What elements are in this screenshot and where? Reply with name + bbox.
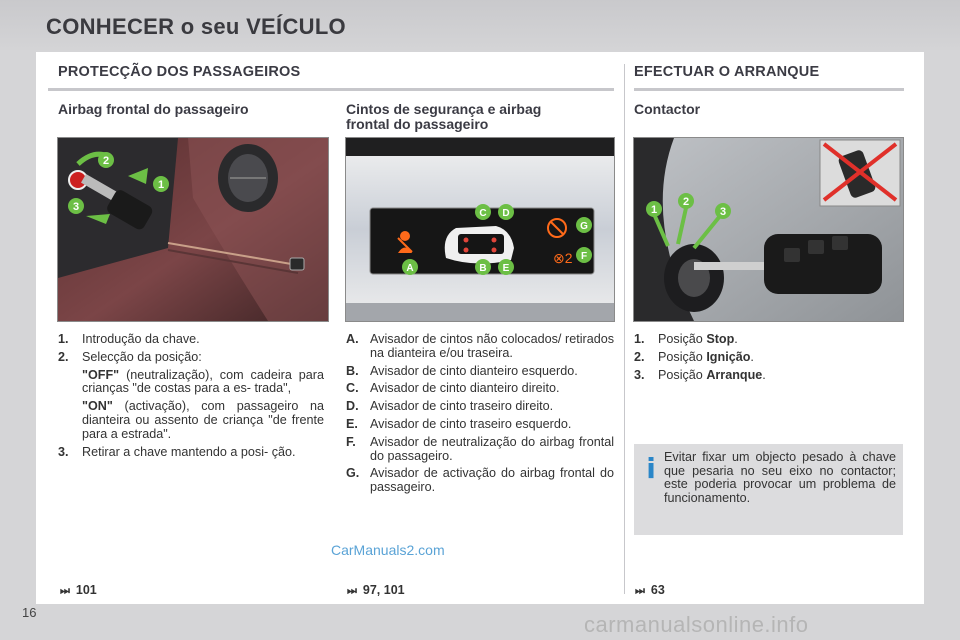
skip-forward-icon: ⏭ <box>60 584 70 597</box>
info-icon: i <box>646 452 656 485</box>
page-reference[interactable]: ⏭ 97, 101 <box>347 583 405 597</box>
figure-label: B <box>479 263 487 274</box>
subtitle-seatbelts-airbag: Cintos de segurança e airbag frontal do passageiro <box>346 101 542 132</box>
figure-warning-lamps <box>345 137 615 322</box>
column-divider <box>624 64 625 594</box>
page-reference[interactable]: ⏭ 101 <box>60 583 97 597</box>
figure-label: A <box>406 263 414 274</box>
section-title-passenger-protection: PROTECÇÃO DOS PASSAGEIROS <box>58 64 301 80</box>
list-subitem-off: "OFF" (neutralização), com cadeira para crianças "de costas para a es- trada", <box>82 367 324 396</box>
figure-label: D <box>502 208 510 219</box>
list-item: F. Avisador de neutralização do airbag frontal do passageiro. <box>346 434 614 463</box>
figure-label: 3 <box>719 206 727 218</box>
figure-contactor <box>633 137 904 322</box>
list-item: D. Avisador de cinto traseiro direito. <box>346 399 554 414</box>
skip-forward-icon: ⏭ <box>347 584 357 597</box>
list-item: B. Avisador de cinto dianteiro esquerdo. <box>346 363 578 378</box>
list-item: A. Avisador de cintos não colocados/ retirados na dianteira e/ou traseira. <box>346 332 614 360</box>
section-rule-right <box>634 88 904 91</box>
list-contactor-positions <box>634 333 902 386</box>
figure-label: 2 <box>682 196 690 208</box>
subtitle-contactor: Contactor <box>634 101 701 117</box>
subtitle-passenger-airbag: Airbag frontal do passageiro <box>58 101 249 117</box>
figure-label: 2 <box>102 155 110 167</box>
watermark-link[interactable]: CarManuals2.com <box>331 542 445 558</box>
list-item: 1. Introdução da chave. <box>58 332 200 346</box>
figure-label: 3 <box>72 201 80 213</box>
figure-label: C <box>479 208 487 219</box>
list-item: 2. Posição Ignição. <box>634 349 754 364</box>
info-box <box>634 444 903 535</box>
list-item: E. Avisador de cinto traseiro esquerdo. <box>346 416 572 431</box>
section-rule-left <box>48 88 614 91</box>
list-item: 3. Retirar a chave mantendo a posi- ção. <box>58 444 296 459</box>
list-item: C. Avisador de cinto dianteiro direito. <box>346 381 560 396</box>
info-text: Evitar fixar um objecto pesado à chave que pesaria no seu eixo no contactor; este poderia provocar um problema de funcionamento. <box>664 450 896 505</box>
figure-label: F <box>580 251 588 262</box>
list-warning-lamps <box>346 333 614 499</box>
list-item: 1. Posição Stop. <box>634 332 738 346</box>
figure-label: 1 <box>650 204 658 216</box>
skip-forward-icon: ⏭ <box>635 584 645 597</box>
page-number: 16 <box>22 605 37 620</box>
figure-label: G <box>580 221 588 232</box>
figure-label: 1 <box>157 179 165 191</box>
figure-label: E <box>502 263 510 274</box>
list-item: 3. Posição Arranque. <box>634 367 766 382</box>
list-subitem-on: "ON" (activação), com passageiro na dianteira ou assento de criança "de frente para a estrada". <box>82 399 324 441</box>
figure-airbag-switch <box>57 137 329 322</box>
list-item: G. Avisador de activação do airbag frontal do passageiro. <box>346 466 614 495</box>
list-item: 2. Selecção da posição: <box>58 349 202 364</box>
page-reference[interactable]: ⏭ 63 <box>635 583 665 597</box>
svg-text:⊗2: ⊗2 <box>553 250 573 266</box>
section-title-starting: EFECTUAR O ARRANQUE <box>634 64 820 80</box>
page-header-title: CONHECER o seu VEÍCULO <box>46 14 346 39</box>
list-airbag-steps <box>58 333 324 463</box>
footer-watermark: carmanualsonline.info <box>584 612 809 637</box>
